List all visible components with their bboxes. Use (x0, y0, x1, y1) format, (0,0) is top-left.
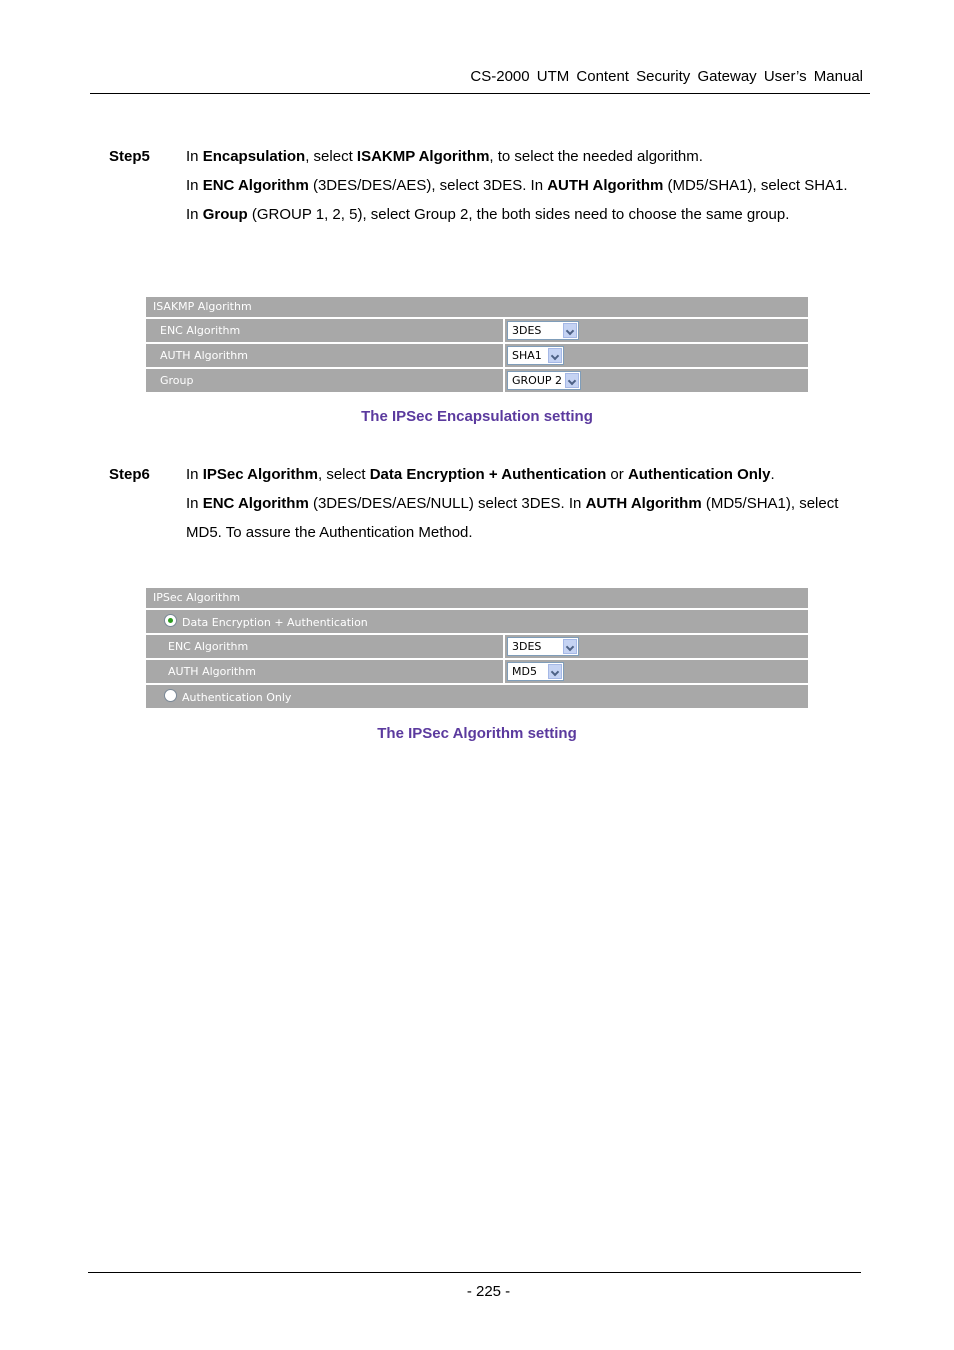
chevron-down-icon[interactable] (563, 639, 577, 654)
isakmp-auth-select[interactable] (507, 346, 564, 365)
ipsec-auth-value: MD5 (512, 665, 537, 678)
radio-unchecked-icon[interactable] (164, 689, 177, 702)
ipsec-enc-row (146, 635, 808, 658)
ipsec-panel-title: IPSec Algorithm (146, 588, 808, 608)
ipsec-enc-cell (503, 635, 808, 658)
isakmp-group-label: Group (160, 374, 194, 387)
page-number: - 225 - (466, 1283, 511, 1300)
ipsec-enc-select[interactable] (507, 637, 579, 656)
step5-line2: In ENC Algorithm (3DES/DES/AES), select 3DES. In AUTH Algorithm (MD5/SHA1), select SHA1. In Group (GROUP 1, 2, 5), select Group 2, the both sides need to choose the same group. (186, 177, 848, 223)
figure-caption-encapsulation: The IPSec Encapsulation setting (361, 408, 593, 425)
isakmp-enc-select[interactable] (507, 321, 579, 340)
isakmp-algorithm-panel (146, 297, 808, 392)
step6-line1: In IPSec Algorithm, select Data Encryption + Authentication or Authentication Only. (186, 466, 775, 483)
chevron-down-icon[interactable] (563, 323, 577, 338)
step6-line2: In ENC Algorithm (3DES/DES/AES/NULL) select 3DES. In AUTH Algorithm (MD5/SHA1), select MD5. To assure the Authentication Method. (186, 495, 839, 541)
chevron-down-icon[interactable] (548, 348, 562, 363)
ipsec-option-auth-only-row[interactable] (146, 685, 808, 708)
isakmp-panel-title: ISAKMP Algorithm (146, 297, 808, 317)
isakmp-enc-row (146, 319, 808, 342)
isakmp-enc-value: 3DES (512, 324, 542, 337)
ipsec-algorithm-panel (146, 588, 808, 708)
step5-text (186, 142, 850, 229)
ipsec-auth-select[interactable] (507, 662, 564, 681)
isakmp-group-value: GROUP 2 (512, 374, 563, 387)
figure-caption-ipsec-algorithm: The IPSec Algorithm setting (377, 725, 577, 742)
ipsec-auth-label: AUTH Algorithm (168, 665, 256, 678)
isakmp-auth-label: AUTH Algorithm (160, 349, 248, 362)
isakmp-group-cell (503, 369, 808, 392)
manual-title: CS-2000 UTM Content Security Gateway User’s Manual (470, 68, 863, 85)
chevron-down-icon[interactable] (565, 373, 579, 388)
header-divider (90, 93, 870, 94)
ipsec-enc-label: ENC Algorithm (168, 640, 249, 653)
authentication-only-label[interactable]: Authentication Only (182, 691, 292, 704)
radio-checked-icon[interactable] (164, 614, 177, 627)
footer-divider (88, 1272, 861, 1273)
isakmp-enc-cell (503, 319, 808, 342)
isakmp-group-row (146, 369, 808, 392)
chevron-down-icon[interactable] (548, 664, 562, 679)
data-encryption-auth-label[interactable]: Data Encryption + Authentication (182, 616, 368, 629)
isakmp-auth-cell (503, 344, 808, 367)
step6-text (186, 460, 850, 547)
step5-label: Step5 (109, 148, 150, 165)
isakmp-auth-value: SHA1 (512, 349, 542, 362)
ipsec-auth-cell (503, 660, 808, 683)
isakmp-enc-label: ENC Algorithm (160, 324, 241, 337)
ipsec-auth-row (146, 660, 808, 683)
step6-label: Step6 (109, 466, 150, 483)
step5-line1: In Encapsulation, select ISAKMP Algorithm, to select the needed algorithm. (186, 148, 703, 165)
isakmp-auth-row (146, 344, 808, 367)
ipsec-enc-value: 3DES (512, 640, 542, 653)
isakmp-group-select[interactable] (507, 371, 581, 390)
ipsec-option-data-encryption-row[interactable] (146, 610, 808, 633)
